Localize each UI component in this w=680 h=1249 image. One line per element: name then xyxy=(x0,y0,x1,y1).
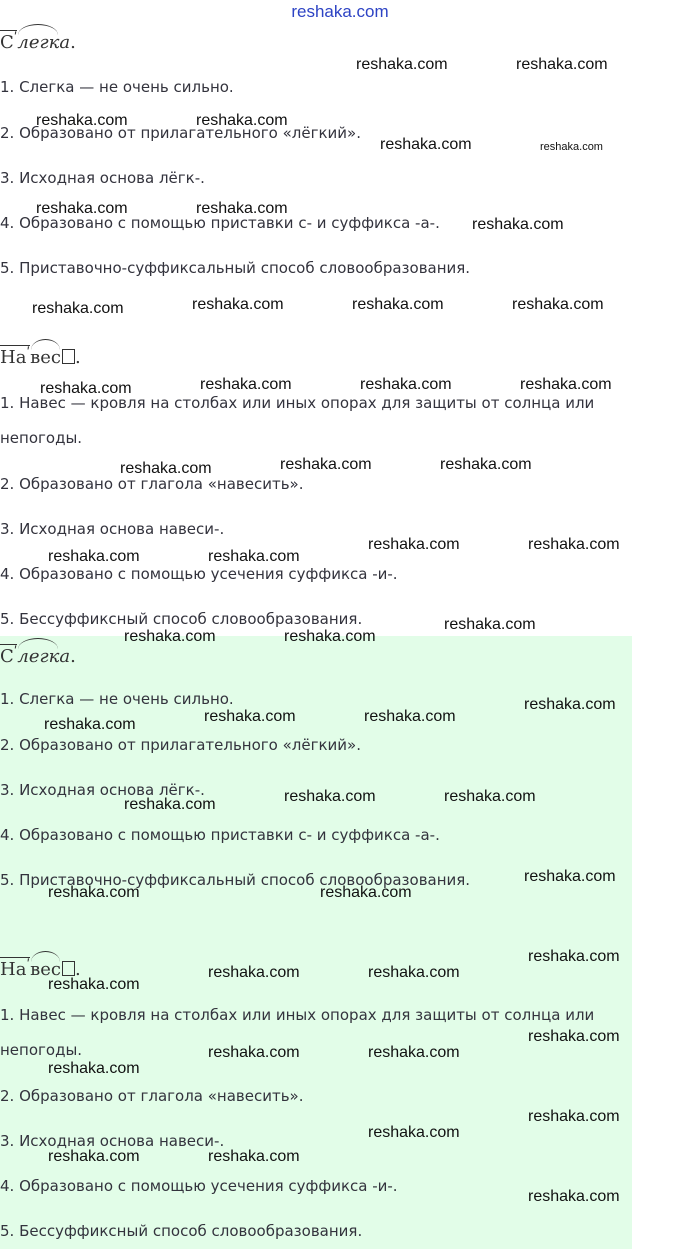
list-item: 5. Бессуффиксный способ словообразования. xyxy=(0,1222,363,1240)
word-analysis-naves: $На^ʹвес$ . xyxy=(0,346,81,368)
prefix-mark: $На^ʹ$ xyxy=(0,958,31,980)
root-mark: вес xyxy=(30,347,61,368)
list-item: 3. Исходная основа лёгк-. xyxy=(0,169,205,187)
watermark: reshaka.com xyxy=(352,296,444,313)
watermark: reshaka.com xyxy=(444,788,536,805)
watermark: reshaka.com xyxy=(208,1148,300,1165)
watermark: reshaka.com xyxy=(368,964,460,981)
watermark: reshaka.com xyxy=(200,376,292,393)
list-item: 2. Образовано от глагола «навесить». xyxy=(0,475,304,493)
null-ending-mark xyxy=(62,349,75,364)
watermark: reshaka.com xyxy=(380,136,472,153)
watermark: reshaka.com xyxy=(196,112,288,129)
watermark: reshaka.com xyxy=(204,708,296,725)
watermark: reshaka.com xyxy=(524,868,616,885)
list-item: 1. Слегка — не очень сильно. xyxy=(0,78,234,96)
list-item: 2. Образовано от прилагательного «лёгкий». xyxy=(0,736,361,754)
watermark: reshaka.com xyxy=(36,112,128,129)
list-item: 3. Исходная основа лёгк-. xyxy=(0,781,205,799)
list-item: 1. Слегка — не очень сильно. xyxy=(0,690,234,708)
suffix-text: а xyxy=(59,32,71,53)
null-ending-mark xyxy=(62,961,75,976)
list-item: 5. Бессуффиксный способ словообразования. xyxy=(0,610,363,628)
watermark: reshaka.com xyxy=(524,696,616,713)
watermark: reshaka.com xyxy=(48,548,140,565)
watermark: reshaka.com xyxy=(32,300,124,317)
list-item: 4. Образовано с помощью приставки с- и суффикса -а-. xyxy=(0,826,440,844)
list-item: 4. Образовано с помощью усечения суффикса -и-. xyxy=(0,565,398,583)
watermark: reshaka.com xyxy=(444,616,536,633)
watermark: reshaka.com xyxy=(320,884,412,901)
list-item: 1. Навес — кровля на столбах или иных опорах для защиты от солнца или непогоды. xyxy=(0,394,595,447)
watermark: reshaka.com xyxy=(368,1044,460,1061)
watermark: reshaka.com xyxy=(48,1148,140,1165)
watermark: reshaka.com xyxy=(44,716,136,733)
watermark: reshaka.com xyxy=(196,200,288,217)
watermark: reshaka.com xyxy=(540,141,603,153)
prefix-mark: $С^ʹ$ xyxy=(0,31,18,53)
root-mark: легк xyxy=(17,646,60,667)
watermark: reshaka.com xyxy=(284,628,376,645)
list-item: 5. Приставочно-суффиксальный способ словообразования. xyxy=(0,871,471,889)
list-item: 2. Образовано от прилагательного «лёгкий». xyxy=(0,124,361,142)
watermark: reshaka.com xyxy=(208,964,300,981)
watermark: reshaka.com xyxy=(528,1108,620,1125)
watermark: reshaka.com xyxy=(360,376,452,393)
watermark: reshaka.com xyxy=(48,1060,140,1077)
watermark: reshaka.com xyxy=(528,536,620,553)
watermark: reshaka.com xyxy=(192,296,284,313)
watermark: reshaka.com xyxy=(528,1188,620,1205)
root-mark: вес xyxy=(30,959,61,980)
watermark: reshaka.com xyxy=(520,376,612,393)
watermark: reshaka.com xyxy=(48,976,140,993)
watermark: reshaka.com xyxy=(284,788,376,805)
watermark: reshaka.com xyxy=(364,708,456,725)
list-item: 5. Приставочно-суффиксальный способ словообразования. xyxy=(0,259,471,277)
suffix-text: а xyxy=(59,646,71,667)
list-item: 3. Исходная основа навеси-. xyxy=(0,520,225,538)
list-item: 4. Образовано с помощью усечения суффикса -и-. xyxy=(0,1177,398,1195)
watermark: reshaka.com xyxy=(368,1124,460,1141)
word-analysis-slegka: $С^ʹлегка$. xyxy=(0,645,76,667)
prefix-mark: $С^ʹ$ xyxy=(0,645,18,667)
watermark: reshaka.com xyxy=(356,56,448,73)
watermark: reshaka.com xyxy=(528,948,620,965)
list-item: 1. Навес — кровля на столбах или иных опорах для защиты от солнца или непогоды. xyxy=(0,1006,595,1059)
watermark: reshaka.com xyxy=(208,1044,300,1061)
root-mark: легк xyxy=(17,32,60,53)
watermark: reshaka.com xyxy=(280,456,372,473)
watermark: reshaka.com xyxy=(368,536,460,553)
watermark: reshaka.com xyxy=(472,216,564,233)
watermark: reshaka.com xyxy=(208,548,300,565)
watermark: reshaka.com xyxy=(528,1028,620,1045)
watermark: reshaka.com xyxy=(48,884,140,901)
watermark: reshaka.com xyxy=(124,796,216,813)
watermark: reshaka.com xyxy=(440,456,532,473)
site-header-link[interactable]: reshaka.com xyxy=(291,2,389,21)
list-item: 2. Образовано от глагола «навесить». xyxy=(0,1087,304,1105)
list-item: 3. Исходная основа навеси-. xyxy=(0,1132,225,1150)
watermark: reshaka.com xyxy=(120,460,212,477)
watermark: reshaka.com xyxy=(516,56,608,73)
watermark: reshaka.com xyxy=(40,380,132,397)
list-item: 4. Образовано с помощью приставки с- и суффикса -а-. xyxy=(0,214,440,232)
prefix-mark: $На^ʹ$ xyxy=(0,346,31,368)
watermark: reshaka.com xyxy=(512,296,604,313)
word-analysis-naves: $На^ʹвес$ . xyxy=(0,958,81,980)
watermark: reshaka.com xyxy=(36,200,128,217)
watermark: reshaka.com xyxy=(124,628,216,645)
word-analysis-slegka: $С^ʹлегка$. xyxy=(0,31,76,53)
